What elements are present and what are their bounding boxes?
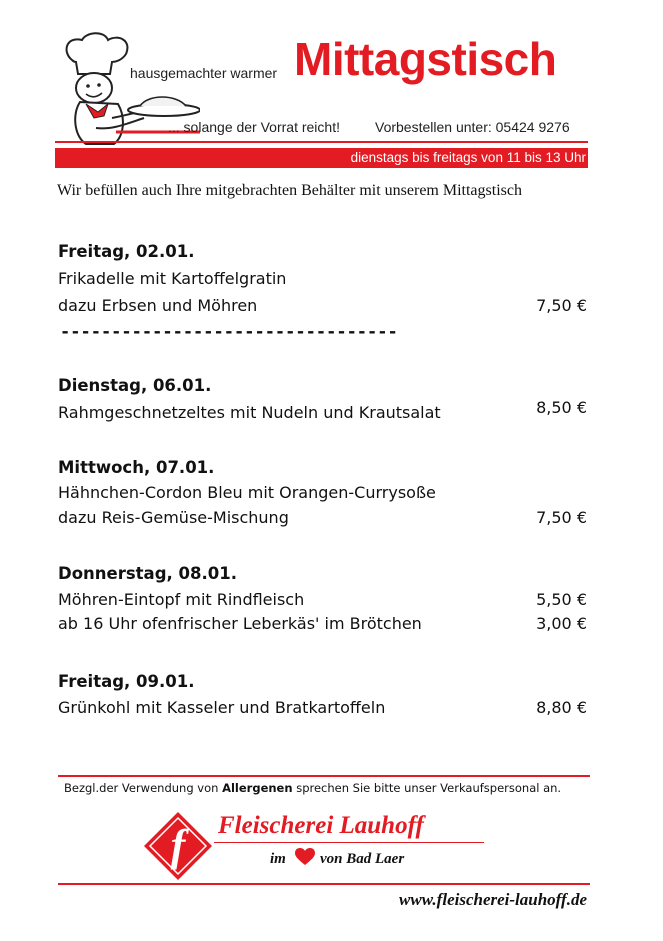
brand-underline: [214, 842, 484, 843]
logo-letter: f: [170, 821, 186, 870]
menu-price: 3,00 €: [536, 614, 587, 633]
allergen-note: [64, 781, 561, 795]
menu-price: 5,50 €: [536, 590, 587, 609]
allergen-prefix: Bezgl.der Verwendung von: [64, 781, 223, 795]
menu-day: Freitag, 09.01.: [58, 672, 195, 691]
container-note: Wir befüllen auch Ihre mitgebrachten Behälter mit unserem Mittagstisch: [57, 182, 522, 199]
allergen-divider: [58, 775, 590, 777]
preorder-phone: Vorbestellen unter: 05424 9276: [375, 119, 570, 135]
menu-price: 7,50 €: [536, 508, 587, 527]
fleischerei-logo-icon: [142, 810, 214, 882]
menu-dish-line: dazu Reis-Gemüse-Mischung: [58, 508, 289, 527]
menu-day: Mittwoch, 07.01.: [58, 458, 215, 477]
menu-price: 8,80 €: [536, 698, 587, 717]
heart-icon: [295, 848, 315, 866]
menu-price: 8,50 €: [536, 398, 587, 417]
menu-dish-line: Rahmgeschnetzeltes mit Nudeln und Krautsalat: [58, 403, 441, 422]
brand-name: Fleischerei Lauhoff: [218, 812, 424, 839]
website-link[interactable]: www.fleischerei-lauhoff.de: [399, 890, 587, 909]
allergen-suffix: sprechen Sie bitte unser Verkaufspersonal an.: [292, 781, 562, 795]
menu-price: 7,50 €: [536, 296, 587, 315]
menu-dish-line: Frikadelle mit Kartoffelgratin: [58, 269, 287, 288]
header-divider: [55, 141, 588, 143]
dashed-divider: ---------------------------------: [60, 322, 398, 342]
menu-dish-line: Hähnchen-Cordon Bleu mit Orangen-Currysoße: [58, 483, 436, 502]
menu-day: Dienstag, 06.01.: [58, 376, 212, 395]
opening-hours: dienstags bis freitags von 11 bis 13 Uhr: [350, 150, 586, 165]
stock-note: ... solange der Vorrat reicht!: [168, 119, 340, 135]
allergen-bold: Allergenen: [222, 781, 293, 795]
footer-divider: [58, 883, 590, 885]
menu-day: Donnerstag, 08.01.: [58, 564, 237, 583]
tagline-suffix: von Bad Laer: [320, 851, 405, 867]
menu-dish-line: dazu Erbsen und Möhren: [58, 296, 258, 315]
tagline-prefix: im: [270, 851, 286, 867]
menu-dish-line: Grünkohl mit Kasseler und Bratkartoffeln: [58, 698, 386, 717]
page-title: Mittagstisch: [294, 33, 557, 85]
menu-day: Freitag, 02.01.: [58, 242, 195, 261]
menu-dish-line: ab 16 Uhr ofenfrischer Leberkäs' im Brötchen: [58, 614, 422, 633]
menu-dish-line: Möhren-Eintopf mit Rindfleisch: [58, 590, 305, 609]
header-subtitle: hausgemachter warmer: [130, 65, 278, 81]
